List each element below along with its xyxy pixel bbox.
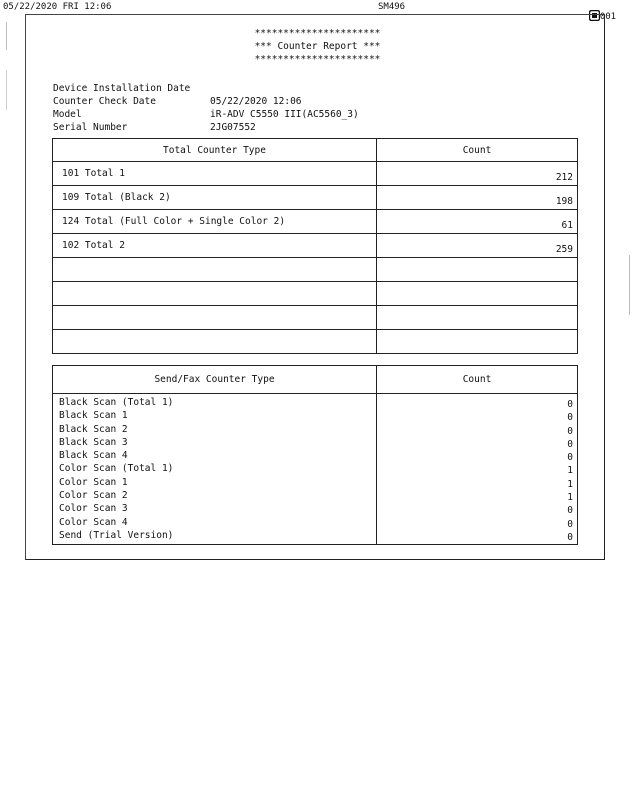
send-fax-counter-table <box>52 365 578 545</box>
counter-value <box>377 330 578 354</box>
scan-artifact <box>6 70 7 110</box>
list-item-value: 0 <box>567 531 573 543</box>
counter-name <box>53 330 377 354</box>
list-item: Send (Trial Version) <box>59 529 174 541</box>
send-counter-names <box>53 394 377 545</box>
table-row <box>53 282 578 306</box>
list-item-value: 0 <box>567 412 573 424</box>
table-header-row <box>53 366 578 394</box>
list-item: Color Scan (Total 1) <box>59 463 174 475</box>
column-header-type: Total Counter Type <box>53 139 377 162</box>
table-row <box>53 234 578 258</box>
counter-value: 61 <box>377 210 578 234</box>
model-name: iR-ADV C5550 III(AC5560_3) <box>210 109 359 120</box>
list-item: Black Scan (Total 1) <box>59 397 174 408</box>
table-row <box>53 330 578 354</box>
table-row <box>53 186 578 210</box>
counter-value <box>377 282 578 306</box>
table-row <box>53 210 578 234</box>
list-item-value: 1 <box>567 492 573 504</box>
list-item: Black Scan 3 <box>59 436 128 448</box>
counter-name <box>53 306 377 330</box>
list-item: Color Scan 1 <box>59 476 128 488</box>
counter-name: 124 Total (Full Color + Single Color 2) <box>53 210 377 234</box>
table-row <box>53 258 578 282</box>
send-counter-values <box>377 394 578 545</box>
counter-name <box>53 282 377 306</box>
list-item-value: 0 <box>567 452 573 464</box>
list-item-value: 0 <box>567 425 573 437</box>
column-header-count: Count <box>377 139 578 162</box>
serial-number: 2JG07552 <box>210 122 256 133</box>
counter-name: 102 Total 2 <box>53 234 377 258</box>
total-counter-table <box>52 138 578 354</box>
list-item: Color Scan 3 <box>59 503 128 515</box>
counter-name: 101 Total 1 <box>53 162 377 186</box>
fax-page-number: 001 <box>599 12 617 22</box>
scan-artifact <box>629 255 630 315</box>
list-item-value: 0 <box>567 438 573 450</box>
info-label: Counter Check Date <box>53 96 156 107</box>
info-label: Serial Number <box>53 122 128 133</box>
list-item: Black Scan 1 <box>59 410 128 422</box>
counter-name: 109 Total (Black 2) <box>53 186 377 210</box>
banner-stars-bottom: ********************** <box>254 54 381 65</box>
list-item-value: 1 <box>567 478 573 490</box>
counter-value <box>377 258 578 282</box>
list-item: Color Scan 4 <box>59 516 128 528</box>
banner-stars-top: ********************** <box>254 28 381 39</box>
counter-name <box>53 258 377 282</box>
table-row <box>53 306 578 330</box>
column-header-count: Count <box>377 366 578 394</box>
counter-check-date: 05/22/2020 12:06 <box>210 96 302 107</box>
table-header-row <box>53 139 578 162</box>
table-row <box>53 394 578 545</box>
report-title: *** Counter Report *** <box>254 41 381 52</box>
list-item-value: 0 <box>567 505 573 517</box>
counter-value <box>377 306 578 330</box>
column-header-type: Send/Fax Counter Type <box>53 366 377 394</box>
counter-value: 259 <box>377 234 578 258</box>
info-label: Device Installation Date <box>53 83 191 94</box>
list-item-value: 0 <box>567 399 573 410</box>
counter-value: 212 <box>377 162 578 186</box>
fax-station-id: SM496 <box>378 2 406 12</box>
info-label: Model <box>53 109 82 120</box>
list-item-value: 1 <box>567 465 573 477</box>
table-row <box>53 162 578 186</box>
fax-datetime: 05/22/2020 FRI 12:06 <box>3 2 112 12</box>
list-item: Color Scan 2 <box>59 490 128 502</box>
counter-value: 198 <box>377 186 578 210</box>
list-item-value: 0 <box>567 518 573 530</box>
list-item: Black Scan 2 <box>59 423 128 435</box>
list-item: Black Scan 4 <box>59 450 128 462</box>
